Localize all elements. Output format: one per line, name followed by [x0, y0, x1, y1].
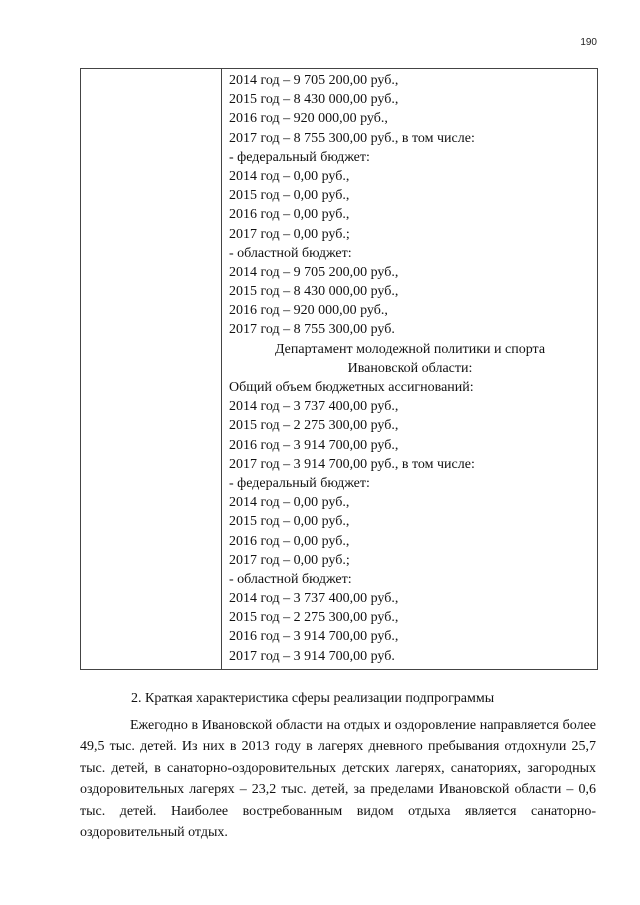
body-paragraph: Ежегодно в Ивановской области на отдых и оздоровление направляется более 49,5 тыс. детей. Из них в 2013 году в лагерях дневного пребывания отдохнули 25,7 тыс. детей, в санаторно-оздоровительных детских лагерях, санаториях, загородных оздоровительных лагерях – 23,2 тыс. детей, за пределами Ивановской области – 0,6 тыс. детей. Наиболее востребованным видом отдыха является санаторно-оздоровительный отдых. [80, 718, 596, 841]
budget-line: 2016 год – 3 914 700,00 руб., [229, 629, 399, 645]
section-heading: 2. Краткая характеристика сферы реализации подпрограммы [131, 691, 495, 706]
budget-line: 2015 год – 0,00 руб., [229, 514, 350, 530]
budget-line: 2015 год – 8 430 000,00 руб., [229, 284, 399, 300]
department-heading-line: Департамент молодежной политики и спорта [274, 341, 546, 357]
table-right-cell [222, 69, 597, 669]
page-number: 190 [580, 37, 597, 48]
budget-line: - федеральный бюджет: [229, 475, 370, 491]
budget-line: 2017 год – 3 914 700,00 руб. [229, 648, 395, 664]
budget-line: 2017 год – 3 914 700,00 руб., в том числе: [229, 456, 475, 472]
table-left-cell [81, 69, 222, 669]
budget-line: 2017 год – 0,00 руб.; [229, 552, 350, 568]
department-heading-line: Ивановской области: [347, 360, 473, 376]
budget-line: 2014 год – 0,00 руб., [229, 168, 350, 184]
budget-line: 2016 год – 0,00 руб., [229, 533, 350, 549]
budget-line: 2016 год – 0,00 руб., [229, 207, 350, 223]
budget-line: 2014 год – 3 737 400,00 руб., [229, 399, 399, 415]
budget-line: 2015 год – 8 430 000,00 руб., [229, 92, 399, 108]
budget-line: 2017 год – 8 755 300,00 руб. [229, 322, 395, 338]
budget-line: 2016 год – 920 000,00 руб., [229, 111, 388, 127]
budget-line: 2016 год – 3 914 700,00 руб., [229, 437, 399, 453]
budget-line: 2016 год – 920 000,00 руб., [229, 303, 388, 319]
budget-line: 2015 год – 2 275 300,00 руб., [229, 610, 399, 626]
budget-line: 2014 год – 3 737 400,00 руб., [229, 591, 399, 607]
budget-line: - федеральный бюджет: [229, 149, 370, 165]
budget-line: 2017 год – 0,00 руб.; [229, 226, 350, 242]
budget-line: 2017 год – 8 755 300,00 руб., в том числе: [229, 130, 475, 146]
budget-line: 2014 год – 9 705 200,00 руб., [229, 73, 399, 88]
budget-line: 2014 год – 0,00 руб., [229, 495, 350, 511]
budget-line: Общий объем бюджетных ассигнований: [229, 380, 474, 395]
budget-line: 2014 год – 9 705 200,00 руб., [229, 264, 399, 280]
budget-line: - областной бюджет: [229, 245, 352, 261]
budget-line: 2015 год – 2 275 300,00 руб., [229, 418, 399, 434]
budget-table [80, 68, 598, 670]
budget-line: - областной бюджет: [229, 571, 352, 587]
budget-line: 2015 год – 0,00 руб., [229, 188, 350, 204]
